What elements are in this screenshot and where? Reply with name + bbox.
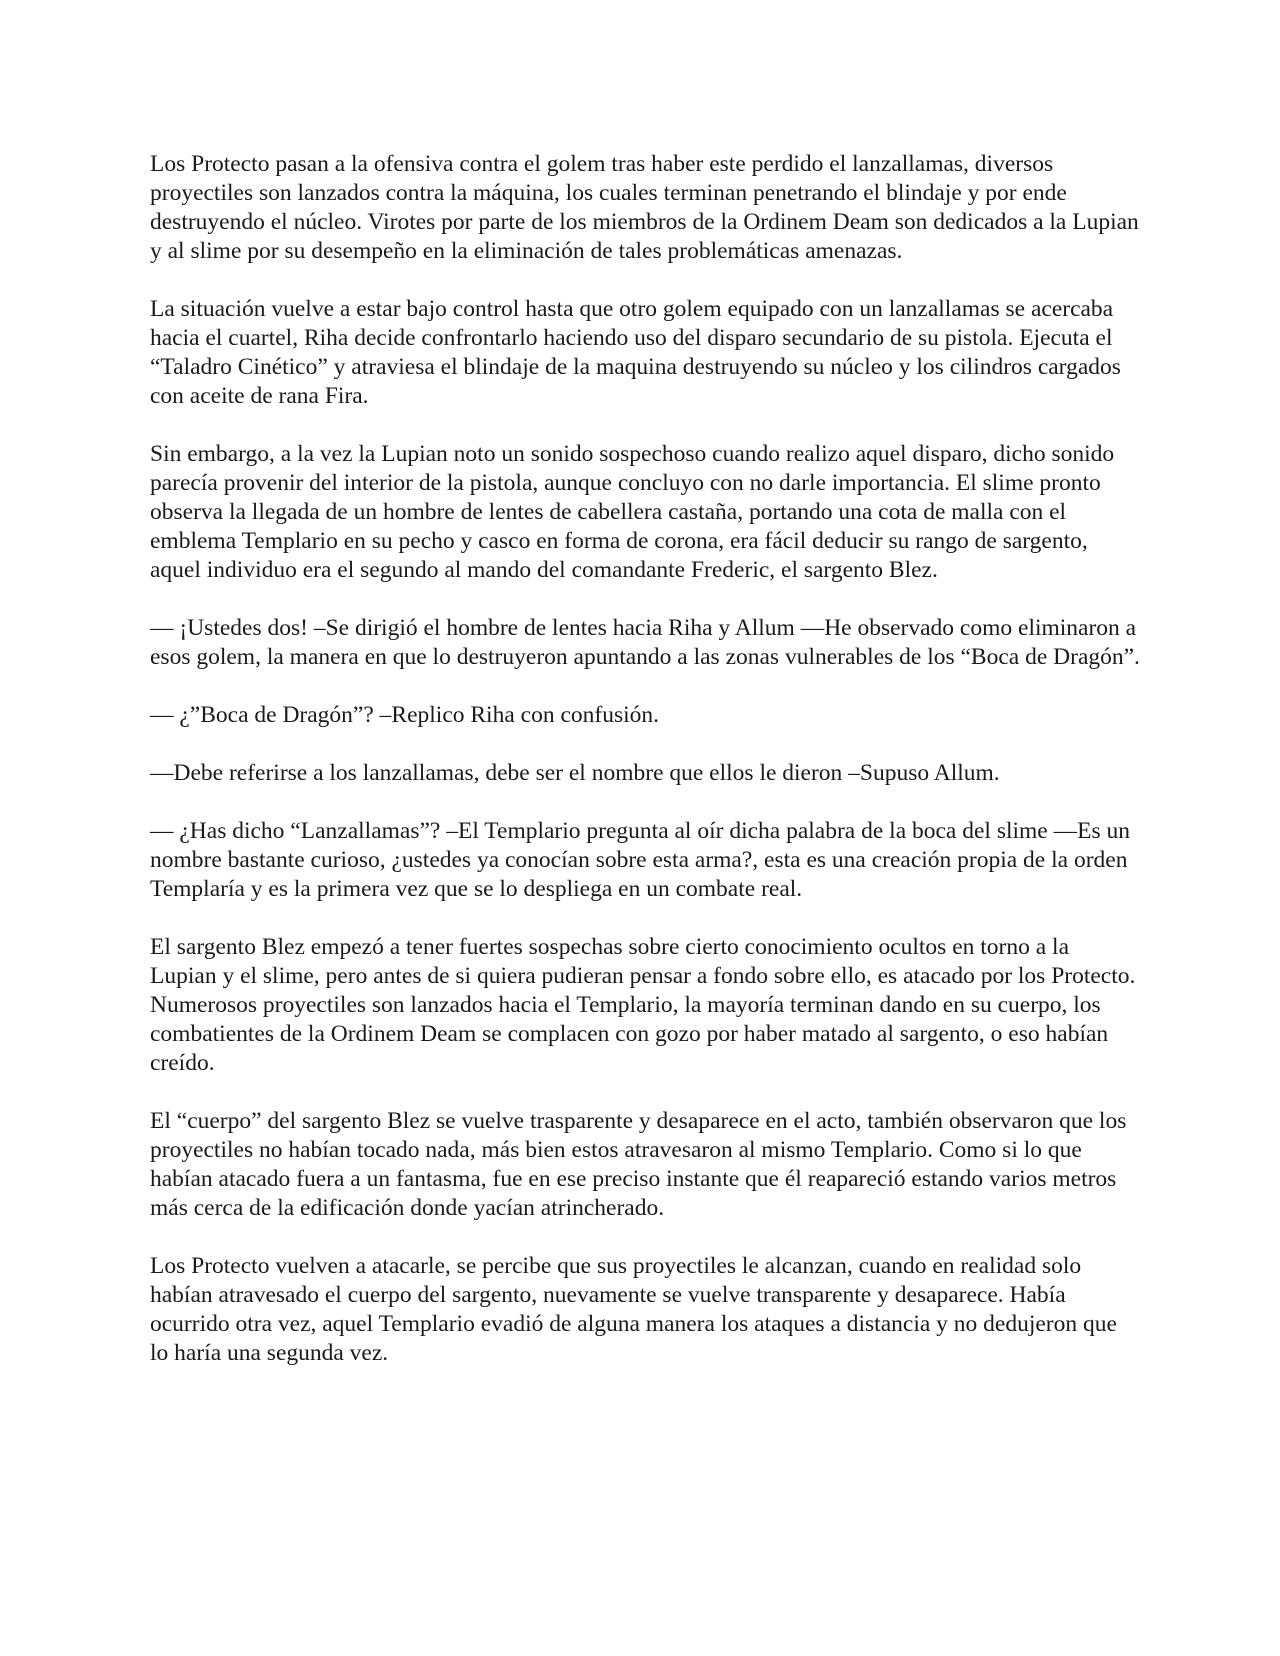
paragraph-1: Los Protecto pasan a la ofensiva contra el golem tras haber este perdido el lanzallamas, diversos proyectiles son lanzados contra la máquina, los cuales terminan penetrando el blindaje y por ende destruyendo el núcleo. Virotes por parte de los miembros de la Ordinem Deam son dedicados a la Lupian y al slime por su desempeño en la eliminación de tales problemáticas amenazas. (150, 151, 1139, 264)
paragraph-9: El “cuerpo” del sargento Blez se vuelve trasparente y desaparece en el acto, también observaron que los proyectiles no habían tocado nada, más bien estos atravesaron al mismo Templario. Como si lo que habían atacado fuera a un fantasma, fue en ese preciso instante que él reapareció estando varios metros más cerca de la edificación donde yacían atrincherado. (150, 1108, 1127, 1221)
paragraph-5: — ¿”Boca de Dragón”? –Replico Riha con confusión. (150, 702, 660, 728)
paragraph-3: Sin embargo, a la vez la Lupian noto un sonido sospechoso cuando realizo aquel disparo, dicho sonido parecía provenir del interior de la pistola, aunque concluyo con no darle importancia. El slime pronto observa la llegada de un hombre de lentes de cabellera castaña, portando una cota de malla con el emblema Templario en su pecho y casco en forma de corona, era fácil deducir su rango de sargento, aquel individuo era el segundo al mando del comandante Frederic, el sargento Blez. (150, 441, 1115, 583)
paragraph-10: Los Protecto vuelven a atacarle, se percibe que sus proyectiles le alcanzan, cuando en realidad solo habían atravesado el cuerpo del sargento, nuevamente se vuelve transparente y desaparece. Había ocurrido otra vez, aquel Templario evadió de alguna manera los ataques a distancia y no dedujeron que lo haría una segunda vez. (150, 1253, 1117, 1366)
paragraph-8: El sargento Blez empezó a tener fuertes sospechas sobre cierto conocimiento ocultos en torno a la Lupian y el slime, pero antes de si quiera pudieran pensar a fondo sobre ello, es atacado por los Protecto. Numerosos proyectiles son lanzados hacia el Templario, la mayoría terminan dando en su cuerpo, los combatientes de la Ordinem Deam se complacen con gozo por haber matado al sargento, o eso habían creído. (150, 934, 1136, 1076)
paragraph-7: — ¿Has dicho “Lanzallamas”? –El Templario pregunta al oír dicha palabra de la boca del slime —Es un nombre bastante curioso, ¿ustedes ya conocían sobre esta arma?, esta es una creación propia de la orden Templaría y es la primera vez que se lo despliega en un combate real. (150, 818, 1130, 902)
paragraph-4: — ¡Ustedes dos! –Se dirigió el hombre de lentes hacia Riha y Allum —He observado como eliminaron a esos golem, la manera en que lo destruyeron apuntando a las zonas vulnerables de los “Boca de Dragón”. (150, 615, 1140, 670)
document-page (150, 150, 1140, 1368)
paragraph-2: La situación vuelve a estar bajo control hasta que otro golem equipado con un lanzallamas se acercaba hacia el cuartel, Riha decide confrontarlo haciendo uso del disparo secundario de su pistola. Ejecuta el “Taladro Cinético” y atraviesa el blindaje de la maquina destruyendo su núcleo y los cilindros cargados con aceite de rana Fira. (150, 296, 1121, 409)
paragraph-6: —Debe referirse a los lanzallamas, debe ser el nombre que ellos le dieron –Supuso Allum. (150, 760, 1000, 786)
